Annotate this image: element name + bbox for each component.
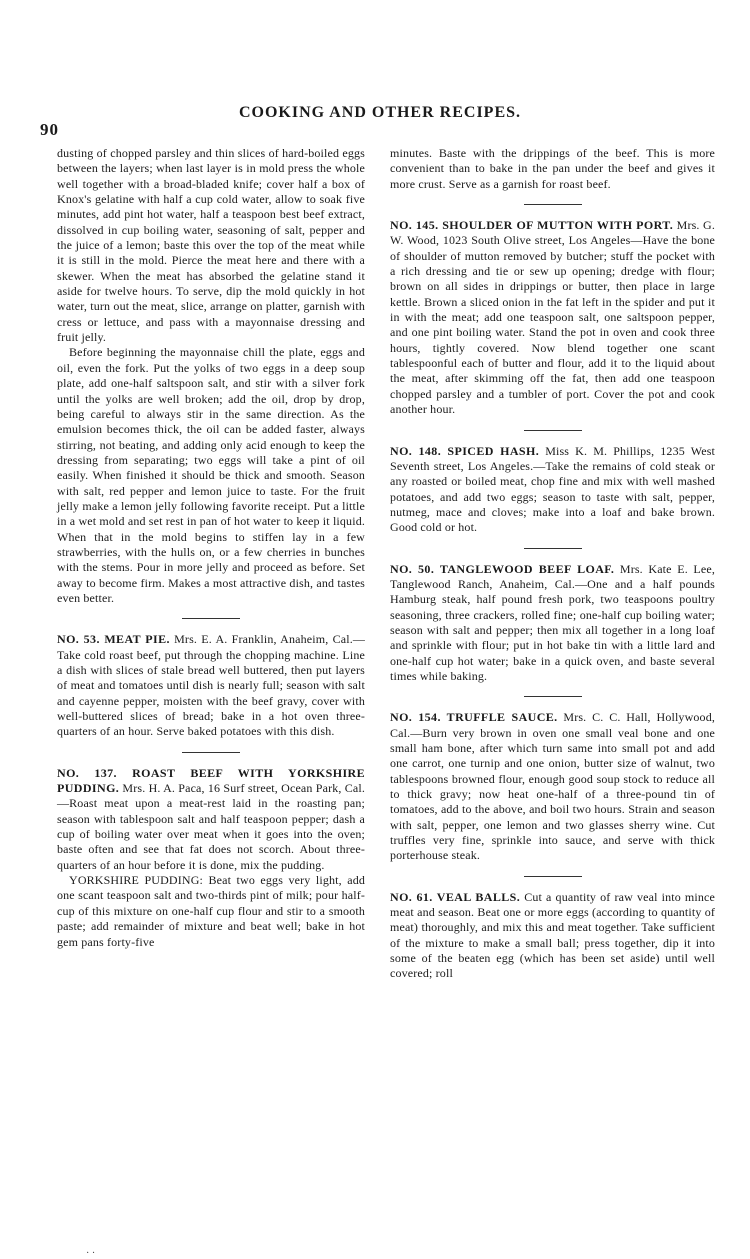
running-head: COOKING AND OTHER RECIPES. (238, 104, 522, 121)
recipe-spiced-hash (390, 444, 715, 536)
section-divider (182, 752, 240, 753)
recipe-roast-beef (57, 766, 365, 873)
recipe-heading: NO. 154. TRUFFLE SAUCE. (390, 710, 558, 725)
page-number: 90 (40, 120, 59, 139)
recipe-body: Mrs. Kate E. Lee, Tanglewood Ranch, Anaheim, Cal.—One and a half pounds Hamburg steak, half pound fresh pork, two teaspoons poultry seasoning, three crackers, rolled fine; one-half cup boiling water; season with salt and pepper; then mix all together in a long loaf and sprinkle with flour; put in hot bake tin with a little lard and one-half cup hot water; bake in a quick oven, and baste several times while baking. (390, 561, 715, 683)
recipe-body: Mrs. H. A. Paca, 16 Surf street, Ocean Park, Cal.—Roast meat upon a meat-rest laid in the roasting pan; season with tablespoon salt and half teaspoon pepper; dash a cup of boiling water over meat when it goes into the oven; baste often and see that fat does not scorch. About three-quarters of an hour before it is done, mix the pudding. (57, 781, 365, 872)
recipe-body: Mrs. E. A. Franklin, Anaheim, Cal.—Take cold roast beef, put through the chopping machine. Line a dish with slices of stale bread well buttered, then put layers of meat and tomatoes until dish is nearly full; season with salt and cayenne pepper, moisten with the beef gravy, cover with well-buttered slices of bread; bake in a hot oven three-quarters of an hour. Serve baked potatoes with this dish. (57, 632, 365, 739)
recipe-body: Mrs. C. C. Hall, Hollywood, Cal.—Burn very brown in oven one small veal bone and one small ham bone, after which turn same into small pot and add one carrot, one turnip and one onion, butter size of walnut, two tablespoons browned flour, enough good soup stock to reduce all to thick gravy; now heat one-half of a three-pound tin of tomatoes, add to the above, and boil two hours. Strain and season with salt, pepper, one lemon and two glasses sherry wine. Cut truffles very fine, sprinkle into sauce, and serve with thick porterhouse steak. (390, 710, 715, 863)
recipe-heading: NO. 61. VEAL BALLS. (390, 889, 521, 904)
section-divider (524, 696, 582, 697)
continuation-paragraph: minutes. Baste with the drippings of the beef. This is more convenient than to bake in the pan under the beef and gives it more crust. Serve as a garnish for roast beef. (390, 146, 715, 191)
recipe-heading: NO. 148. SPICED HASH. (390, 443, 540, 458)
left-column (57, 146, 365, 950)
recipe-heading: NO. 53. MEAT PIE. (57, 632, 170, 647)
recipe-shoulder-of-mutton (390, 218, 715, 417)
section-divider (524, 876, 582, 877)
section-divider (182, 618, 240, 619)
mayonnaise-paragraph: Before beginning the mayonnaise chill the plate, eggs and oil, even the fork. Put the yolks of two eggs in a deep soup plate, add one-half saltspoon salt, and stir with a silver fork until the yolks are well broken; add the oil, drop by drop, being careful to always stir in the same direction. As the emulsion becomes thick, the oil can be added faster, always stirring, not beating, and adding only acid enough to keep the dressing from separating; two eggs will take a pint of oil easily. When finished it should be thick and smooth. Season with salt, red pepper and lemon juice to taste. For the fruit jelly make a lemon jelly following favorite receipt. Put a little in a wet mold and set rest in pan of hot water to keep it liquid. When that in the mold begins to stiffen lay in a few strawberries, with the hulls on, or a few cherries in bunches with the stems. Pour in more jelly and proceed as before. Set away to become firm. Makes a most attractive dish, and tastes even better. (57, 345, 365, 605)
recipe-meat-pie (57, 632, 365, 739)
recipe-heading: NO. 137. ROAST BEEF WITH YORKSHIRE PUDDING. (57, 765, 365, 796)
stray-print-marks: · · (86, 1248, 96, 1259)
recipe-body: Miss K. M. Phillips, 1235 West Seventh street, Los Angeles.—Take the remains of cold steak or any roasted or boiled meat, chop fine and mix with well mashed potatoes, and add two eggs; season to taste with salt, pepper, nutmeg, mace and cloves; make into a loaf and bake brown. Good cold or hot. (390, 443, 716, 535)
section-divider (524, 204, 582, 205)
recipe-body: Mrs. G. W. Wood, 1023 South Olive street, Los Angeles—Have the bone of shoulder of mutton removed by butcher; stuff the pocket with a rich dressing and tie or sew up opening; dredge with flour; brown on all sides in drippings or butter, then place in large kettle. Brown a sliced onion in the fat left in the spider and put it in with the meat; add one teaspoon salt, one saltspoon pepper, and one pint boiling water. Stand the pot in oven and cook three hours, tightly covered. Now blend together one scant tablespoonful each of butter and flour, add it to the liquid about the meat, after skimming off the fat, then add one teaspoon chopped parsley and a tumbler of port. Cover the pot and cook another hour. (390, 218, 715, 417)
recipe-tanglewood-beef-loaf (390, 562, 715, 685)
yorkshire-pudding-paragraph: YORKSHIRE PUDDING: Beat two eggs very light, add one scant teaspoon salt and two-thirds pint of milk; pour half-cup of this mixture on one-half cup flour and stir to a smooth paste; add remainder of mixture and beat well; bake in hot gem pans forty-five (57, 873, 365, 949)
recipe-body: Cut a quantity of raw veal into mince meat and season. Beat one or more eggs (according to quantity of meat) thoroughly, and mix this and meat together. Take sufficient of the mixture to make a small ball; press together, dip it into some of the beaten egg (which has been set aside) until well covered; roll (390, 889, 715, 981)
continuation-paragraph: dusting of chopped parsley and thin slices of hard-boiled eggs between the layers; when last layer is in mold press the whole well together with a broad-bladed knife; cover half a box of Knox's gelatine with half a cup cold water, allow to soak five minutes, add pint hot water, half a teaspoon best beef extract, dissolved in cup boiling water, seasoning of salt, pepper and the juice of a lemon; baste this over the top of the meat while it is still in the mold. Pierce the meat here and there with a skewer. When the meat has absorbed the gelatine stand it aside for twelve hours. To serve, dip the mold quickly in hot water, turn out the meat, slice, arrange on platter, garnish with cress or lettuce, and pass with a mayonnaise dressing and fruit jelly. (57, 146, 365, 345)
section-divider (524, 430, 582, 431)
recipe-heading: NO. 50. TANGLEWOOD BEEF LOAF. (390, 561, 615, 576)
recipe-veal-balls (390, 890, 715, 982)
recipe-heading: NO. 145. SHOULDER OF MUTTON WITH PORT. (390, 218, 674, 233)
right-column (390, 146, 715, 982)
section-divider (524, 548, 582, 549)
recipe-truffle-sauce (390, 710, 715, 863)
